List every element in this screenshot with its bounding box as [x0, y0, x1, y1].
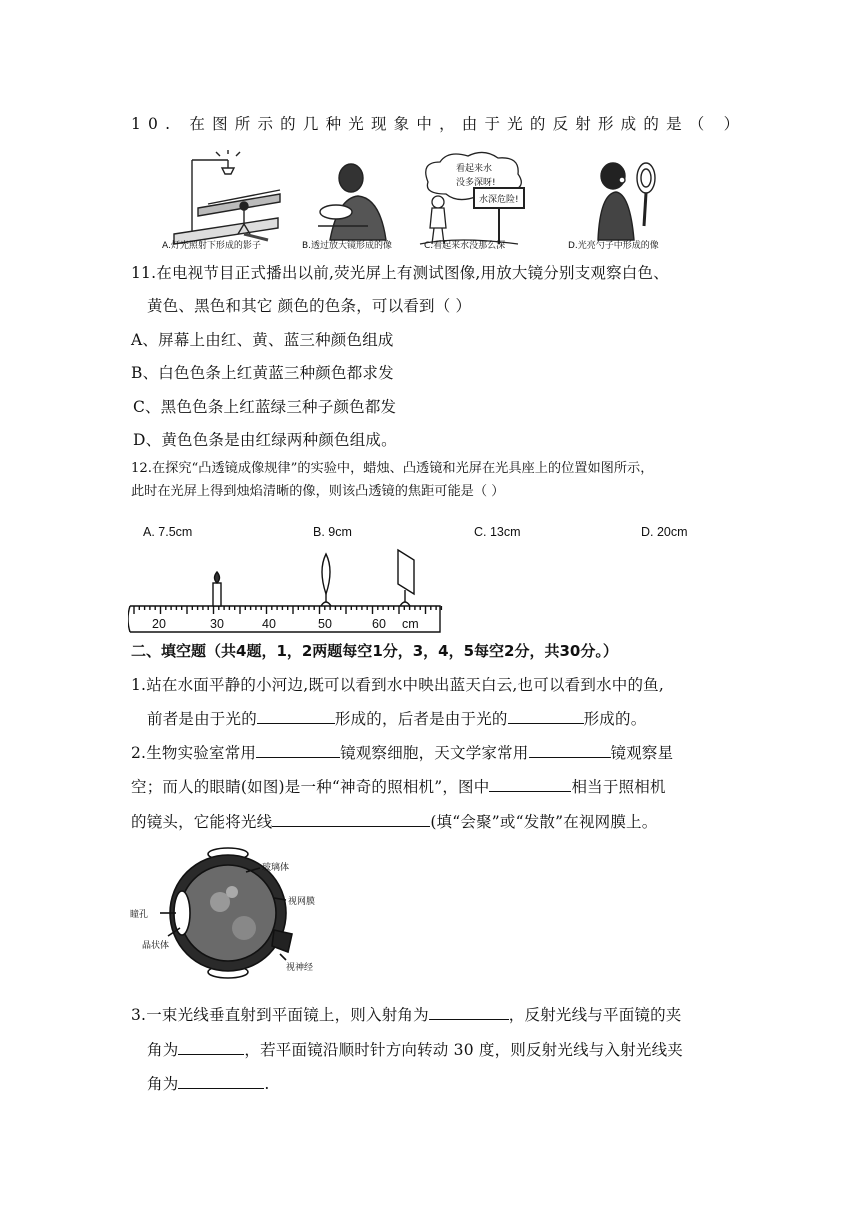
q11-option-b: B、白色色条上红黄蓝三种颜色都求发	[131, 364, 394, 382]
q12-option-a: A. 7.5cm	[143, 525, 193, 539]
light-screen	[398, 550, 414, 594]
magnifier-figure	[318, 164, 386, 240]
q11-option-d: D、黄色色条是由红绿两种颜色组成。	[133, 431, 397, 449]
eye-label-pupil: 瞳孔	[130, 910, 149, 920]
q10-caption-d: D.光亮勺子中形成的像	[568, 241, 659, 251]
f1-line1: 1.站在水面平静的小河边,既可以看到水中映出蓝天白云,也可以看到水中的鱼,	[131, 676, 664, 694]
eye-label-vitreous: 玻璃体	[262, 863, 290, 873]
f1-text-a: 前者是由于光的	[147, 710, 257, 728]
f2-line2	[131, 775, 666, 797]
q10-caption-c: C.看起来水没那么深	[424, 241, 506, 251]
section2-heading: 二、填空题（共4题，1，2两题每空1分，3，4，5每空2分，共30分。）	[131, 642, 618, 660]
candle-flame-icon	[215, 572, 220, 583]
f3-text-1a: 3.一束光线垂直射到平面镜上，则入射角为	[131, 1006, 429, 1024]
f3-line1	[131, 1003, 682, 1025]
water-depth-figure	[420, 152, 524, 244]
ruler-label-60: 60	[372, 617, 386, 631]
ruler-ticks	[134, 606, 441, 614]
ruler-label-30: 30	[210, 617, 224, 631]
f2-text-2b: 相当于照相机	[571, 778, 666, 796]
f3-text-2b: ，若平面镜沿顺时针方向转动 30 度，则反射光线与入射光线夹	[244, 1041, 683, 1059]
f1-line2	[147, 707, 646, 729]
q11-option-c: C、黑色色条上红蓝绿三种子颜色都发	[133, 398, 397, 416]
q11-line1: 11.在电视节目正式播出以前,荧光屏上有测试图像,用放大镜分别支观察白色、	[131, 264, 669, 282]
f2-blank-3[interactable]	[489, 777, 571, 792]
q12-option-d: D. 20cm	[641, 525, 688, 539]
q10-caption-b: B.透过放大镜形成的像	[302, 241, 393, 251]
f1-text-c: 形成的。	[583, 710, 647, 728]
f2-blank-4[interactable]	[272, 812, 430, 827]
q12-option-c: C. 13cm	[474, 525, 521, 539]
q10-caption-a: A.灯光照射下形成的影子	[162, 241, 261, 251]
ruler-label-20: 20	[152, 617, 166, 631]
f3-text-3a: 角为	[147, 1075, 179, 1093]
f3-text-1b: ，反射光线与平面镜的夹	[508, 1006, 682, 1024]
f1-blank-1[interactable]	[257, 709, 335, 724]
f2-text-1b: 镜观察细胞，天文学家常用	[340, 744, 529, 762]
f2-text-1a: 2.生物实验室常用	[131, 744, 257, 762]
eye-label-optic-nerve: 视神经	[286, 963, 314, 973]
q11-line2: 黄色、黑色和其它 颜色的色条，可以看到（ ）	[147, 297, 472, 315]
ruler-label-cm: cm	[402, 617, 419, 631]
lamp-shadow-figure	[174, 150, 280, 244]
f3-blank-2[interactable]	[178, 1040, 244, 1055]
f2-text-3b: (填“会聚”或“发散”在视网膜上。	[430, 813, 658, 831]
optical-bench-diagram	[128, 546, 446, 636]
eye-label-lens: 晶状体	[142, 941, 170, 951]
f2-blank-1[interactable]	[256, 743, 340, 758]
f1-text-b: 形成的，后者是由于光的	[334, 710, 508, 728]
sign-text: 水深危险!	[479, 195, 519, 205]
f3-text-3b: .	[264, 1075, 270, 1093]
convex-lens	[322, 554, 330, 594]
f2-text-2a: 空；而人的眼睛(如图)是一种“神奇的照相机”，图中	[131, 778, 490, 796]
q10-illustrations	[168, 148, 736, 252]
f2-line3	[131, 810, 657, 832]
f1-blank-2[interactable]	[508, 709, 584, 724]
f3-line3	[147, 1072, 270, 1094]
spoon-figure	[598, 163, 655, 240]
q12-option-b: B. 9cm	[313, 525, 352, 539]
f3-blank-1[interactable]	[429, 1005, 509, 1020]
f2-blank-2[interactable]	[529, 743, 611, 758]
f3-line2	[147, 1038, 683, 1060]
eye-diagram	[128, 842, 328, 984]
eye-label-retina: 视网膜	[288, 897, 316, 907]
candle	[213, 583, 221, 606]
f2-line1	[131, 741, 673, 763]
bubble-text-2: 没多深呀!	[456, 178, 496, 188]
q10-stem: 10. 在图所示的几种光现象中，由于光的反射形成的是（ ）	[131, 115, 747, 133]
bubble-text-1: 看起来水	[456, 164, 493, 174]
ruler-label-40: 40	[262, 617, 276, 631]
q11-option-a: A、屏幕上由红、黄、蓝三种颜色组成	[131, 331, 394, 349]
f2-text-3a: 的镜头，它能将光线	[131, 813, 273, 831]
f3-text-2a: 角为	[147, 1041, 179, 1059]
q12-line2: 此时在光屏上得到烛焰清晰的像，则该凸透镜的焦距可能是（ ）	[131, 484, 505, 499]
f3-blank-3[interactable]	[178, 1074, 264, 1089]
q12-line1: 12.在探究“凸透镜成像规律”的实验中，蜡烛、凸透镜和光屏在光具座上的位置如图所示，	[131, 461, 654, 476]
ruler-label-50: 50	[318, 617, 332, 631]
f2-text-1c: 镜观察星	[610, 744, 674, 762]
